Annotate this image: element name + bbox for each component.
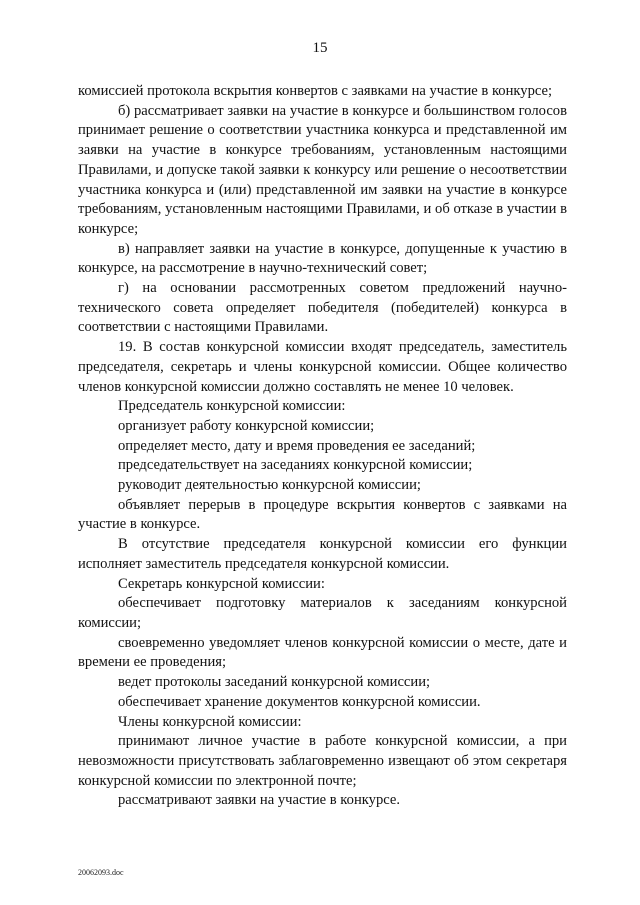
paragraph: ведет протоколы заседаний конкурсной комиссии;: [118, 674, 431, 691]
paragraph: принимают личное участие в работе конкурсной комиссии, а при невозможности присутствовать заблаговременно извещают об этом секретаря конкурсной комиссии по электронной почте;: [78, 733, 567, 789]
paragraph: своевременно уведомляет членов конкурсной комиссии о месте, дате и времени ее проведения;: [78, 634, 567, 671]
paragraph: объявляет перерыв в процедуре вскрытия конвертов с заявками на участие в конкурсе.: [78, 496, 567, 533]
paragraph: В отсутствие председателя конкурсной комиссии его функции исполняет заместитель председателя конкурсной комиссии.: [78, 536, 567, 572]
paragraph: Члены конкурсной комиссии:: [118, 713, 302, 730]
paragraph: председательствует на заседаниях конкурсной комиссии;: [118, 457, 473, 474]
paragraph: г) на основании рассмотренных советом предложений научно-технического совета определяет победителя (победителей) конкурса в соответствии с настоящими Правилами.: [78, 280, 567, 336]
page-number: 15: [312, 40, 328, 56]
paragraph: рассматривают заявки на участие в конкурсе.: [118, 792, 401, 809]
file-name-footer: 20062093.doc: [78, 868, 124, 877]
paragraph: организует работу конкурсной комиссии;: [118, 417, 375, 434]
paragraph: б) рассматривает заявки на участие в конкурсе и большинством голосов принимает решение о соответствии участника конкурса и представленной им заявки на участие в конкурсе требованиям, установленным настоящими Правилами, и допуске такой заявки к конкурсу или решение о несоответствии участника конкурса и (или) представленной им заявки на участие в конкурсе требованиям, установленным настоящими Правилами, и об отказе в участии в конкурсе;: [78, 102, 567, 237]
paragraph: Секретарь конкурсной комиссии:: [118, 575, 325, 592]
paragraph: комиссией протокола вскрытия конвертов с заявками на участие в конкурсе;: [78, 83, 553, 99]
paragraph: руководит деятельностью конкурсной комиссии;: [118, 477, 421, 494]
paragraph: Председатель конкурсной комиссии:: [118, 398, 346, 415]
paragraph: определяет место, дату и время проведения ее заседаний;: [118, 437, 476, 454]
paragraph: обеспечивает подготовку материалов к заседаниям конкурсной комиссии;: [78, 595, 567, 631]
document-body: [78, 82, 567, 811]
paragraph: в) направляет заявки на участие в конкурсе, допущенные к участию в конкурсе, на рассмотрение в научно-технический совет;: [78, 240, 567, 277]
paragraph: 19. В состав конкурсной комиссии входят председатель, заместитель председателя, секретарь и члены конкурсной комиссии. Общее количество членов конкурсной комиссии должно составлять не менее 10 человек.: [78, 339, 567, 395]
paragraph: обеспечивает хранение документов конкурсной комиссии.: [118, 693, 481, 710]
